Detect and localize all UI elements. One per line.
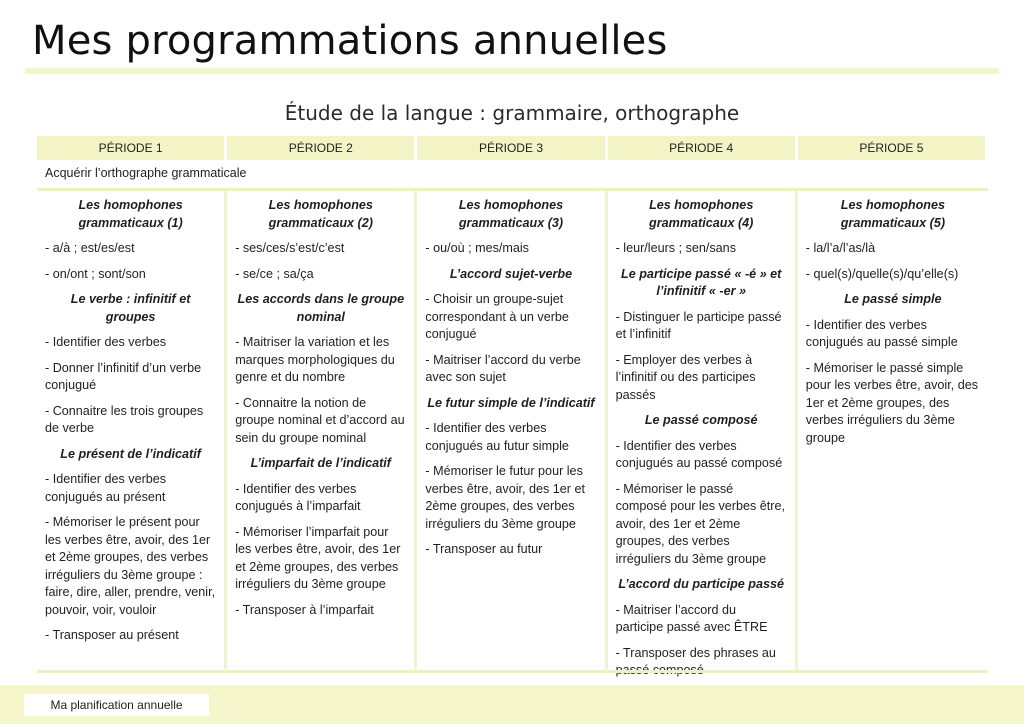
list-item: - Distinguer le participe passé et l’infinitif — [615, 309, 782, 341]
list-item: - Identifier des verbes conjugués au passé composé — [615, 438, 783, 470]
period-2-column — [227, 191, 417, 669]
period-header-5: PÉRIODE 5 — [798, 136, 988, 160]
section-heading: L’accord sujet-verbe — [449, 266, 573, 281]
list-item: - Mémoriser le futur pour les verbes être, avoir, des 1er et 2ème groupes, des verbes irréguliers du 3ème groupe — [425, 464, 585, 531]
section-heading: Les homophones grammaticaux (4) — [649, 198, 754, 230]
list-item: - Transposer au futur — [425, 542, 543, 556]
period-5-column — [798, 191, 988, 669]
section-heading: L’imparfait de l’indicatif — [250, 456, 391, 470]
section-heading: Le futur simple de l’indicatif — [427, 395, 595, 410]
list-item: - Maitriser l’accord du participe passé avec ÊTRE — [615, 602, 768, 634]
section-heading: Le passé simple — [844, 292, 942, 306]
section-heading: Le verbe : infinitif et groupes — [70, 292, 191, 324]
list-item: - Maitriser l’accord du verbe avec son sujet — [425, 352, 581, 384]
period-header-2: PÉRIODE 2 — [227, 136, 417, 160]
period-header-4: PÉRIODE 4 — [608, 136, 798, 160]
list-item: - Transposer au présent — [45, 628, 179, 642]
list-item: - a/à ; est/es/est — [45, 241, 135, 255]
page-title: Mes programmations annuelles — [32, 18, 668, 64]
list-item: - se/ce ; sa/ça — [235, 266, 314, 281]
section-heading: Le participe passé « -é » et l’infinitif « -er » — [621, 266, 782, 298]
table-bottom-rule — [37, 670, 988, 673]
programming-table — [37, 136, 988, 669]
section-heading: Les homophones grammaticaux (3) — [458, 198, 564, 230]
list-item: - Employer des verbes à l’infinitif ou des participes passés — [615, 352, 756, 402]
period-4-column — [608, 191, 798, 669]
section-heading: Les homophones grammaticaux (1) — [78, 198, 183, 230]
list-item: - quel(s)/quelle(s)/qu’elle(s) — [805, 266, 959, 281]
list-item: - Identifier des verbes conjugués au présent — [45, 472, 167, 504]
list-item: - Identifier des verbes conjugués à l’imparfait — [235, 481, 361, 513]
section-heading: L’accord du participe passé — [618, 577, 785, 591]
list-item: - Choisir un groupe-sujet correspondant à un verbe conjugué — [425, 292, 569, 341]
goal-row: Acquérir l’orthographe grammaticale — [37, 160, 988, 191]
list-item: - Identifier des verbes conjugués au passé simple — [805, 317, 958, 349]
list-item: - la/l’a/l’as/là — [805, 241, 876, 255]
list-item: - leur/leurs ; sen/sans — [615, 241, 736, 255]
period-3-column — [417, 191, 607, 669]
section-heading: Les accords dans le groupe nominal — [237, 292, 405, 324]
list-item: - Mémoriser le passé composé pour les verbes être, avoir, des 1er et 2ème groupes, des verbes irréguliers du 3ème groupe — [615, 481, 785, 566]
period-header-1: PÉRIODE 1 — [37, 136, 227, 160]
list-item: - Identifier des verbes — [45, 335, 167, 349]
section-heading: Les homophones grammaticaux (2) — [268, 198, 373, 230]
period-header-3: PÉRIODE 3 — [417, 136, 607, 160]
list-item: - Transposer des phrases au — [615, 645, 776, 660]
title-underline — [25, 68, 999, 74]
list-item: - Maitriser la variation et les marques morphologiques du genre et du nombre — [235, 335, 395, 384]
list-item: - Connaitre les trois groupes de verbe — [45, 403, 204, 435]
table-subtitle: Étude de la langue : grammaire, orthographe — [284, 101, 740, 125]
period-1-column — [37, 191, 227, 669]
list-item: - Mémoriser l’imparfait pour les verbes être, avoir, des 1er et 2ème groupes, des verbes irréguliers du 3ème groupe — [235, 524, 401, 591]
list-item: - Transposer à l’imparfait — [235, 602, 374, 617]
list-item: - Connaitre la notion de groupe nominal et d’accord au sein du groupe nominal — [235, 395, 405, 445]
list-item: - ou/où ; mes/mais — [425, 241, 529, 255]
list-item: - Identifier des verbes conjugués au futur simple — [425, 421, 569, 453]
list-item: - ses/ces/s’est/c’est — [235, 241, 345, 255]
section-heading: Les homophones grammaticaux (5) — [840, 198, 946, 230]
list-item: - on/ont ; sont/son — [45, 266, 146, 281]
list-item: - Mémoriser le passé simple pour les verbes être, avoir, des 1er et 2ème groupes, des verbes irréguliers du 3ème groupe — [805, 360, 979, 445]
list-item: - Donner l’infinitif d’un verbe conjugué — [45, 360, 202, 392]
section-heading: Le passé composé — [644, 413, 758, 427]
footer-label: Ma planification annuelle — [24, 694, 209, 716]
section-heading: Le présent de l’indicatif — [60, 446, 201, 461]
list-item: - Mémoriser le présent pour les verbes être, avoir, des 1er et 2ème groupes, des verbes irréguliers du 3ème groupe : faire, dire, aller, prendre, venir, pouvoir, voir, vouloir — [45, 515, 216, 617]
footer-bar — [0, 685, 1024, 724]
